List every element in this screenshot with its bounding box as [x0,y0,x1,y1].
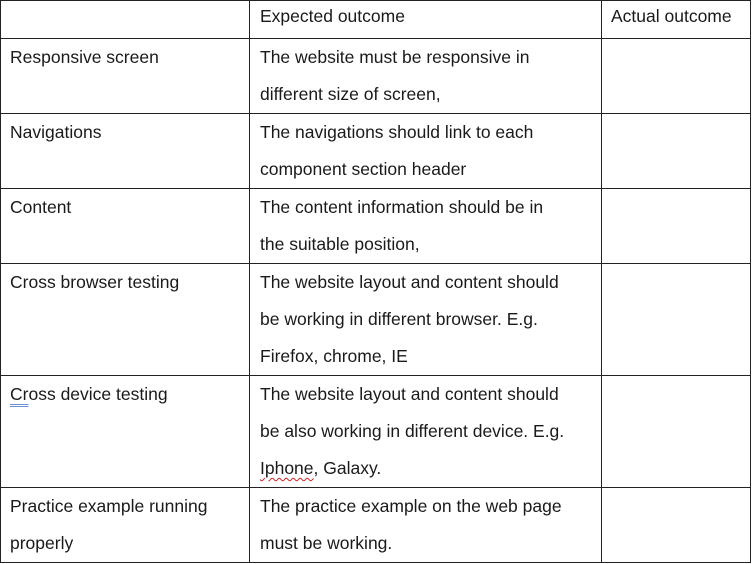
expected-text: The content information should be in [260,197,544,217]
criteria-cell [1,264,250,376]
expected-text: The practice example on the web page [260,496,562,516]
expected-cell [250,376,602,488]
criteria-text [10,376,240,413]
table-row [1,39,751,114]
criteria-cell [1,376,250,488]
actual-cell [602,488,751,563]
expected-text-rest: , Galaxy. [313,458,382,478]
criteria-text: Content [10,197,72,217]
table-row [1,264,751,376]
criteria-text: Practice example running [10,496,208,516]
criteria-text: Responsive screen [10,47,159,67]
table-row [1,376,751,488]
expected-text: The navigations should link to each [260,122,534,142]
actual-cell [602,114,751,189]
expected-text: the suitable position, [260,234,420,254]
expected-text: different size of screen, [260,84,441,104]
expected-cell [250,264,602,376]
criteria-cell [1,488,250,563]
criteria-cell [1,39,250,114]
table-row [1,488,751,563]
criteria-cell [1,189,250,264]
table-row [1,114,751,189]
table-header-row [1,1,751,39]
criteria-text-rest: oss device testing [28,384,168,404]
expected-cell [250,488,602,563]
expected-text: The website must be responsive in [260,47,530,67]
expected-cell [250,39,602,114]
actual-cell [602,376,751,488]
expected-text: be working in different browser. E.g. [260,309,538,329]
table-row [1,189,751,264]
criteria-text: Cross browser testing [10,272,180,292]
expected-text: Firefox, chrome, IE [260,346,408,366]
expected-text: The website layout and content should [260,272,559,292]
spelling-error-word[interactable]: Iphone [260,458,314,478]
actual-cell [602,264,751,376]
expected-text: be also working in different device. E.g. [260,421,565,441]
actual-cell [602,39,751,114]
criteria-text: properly [10,533,74,553]
expected-cell [250,189,602,264]
expected-cell [250,114,602,189]
expected-text: The website layout and content should [260,384,559,404]
header-expected-outcome: Expected outcome [250,1,602,39]
header-criteria-cell [1,1,250,39]
expected-text: component section header [260,159,467,179]
header-actual-outcome: Actual outcome [602,1,751,39]
expected-text: must be working. [260,533,393,553]
expected-text [260,450,592,487]
criteria-text: Navigations [10,122,102,142]
actual-cell [602,189,751,264]
grammar-mark: Cr [10,384,29,404]
criteria-cell [1,114,250,189]
